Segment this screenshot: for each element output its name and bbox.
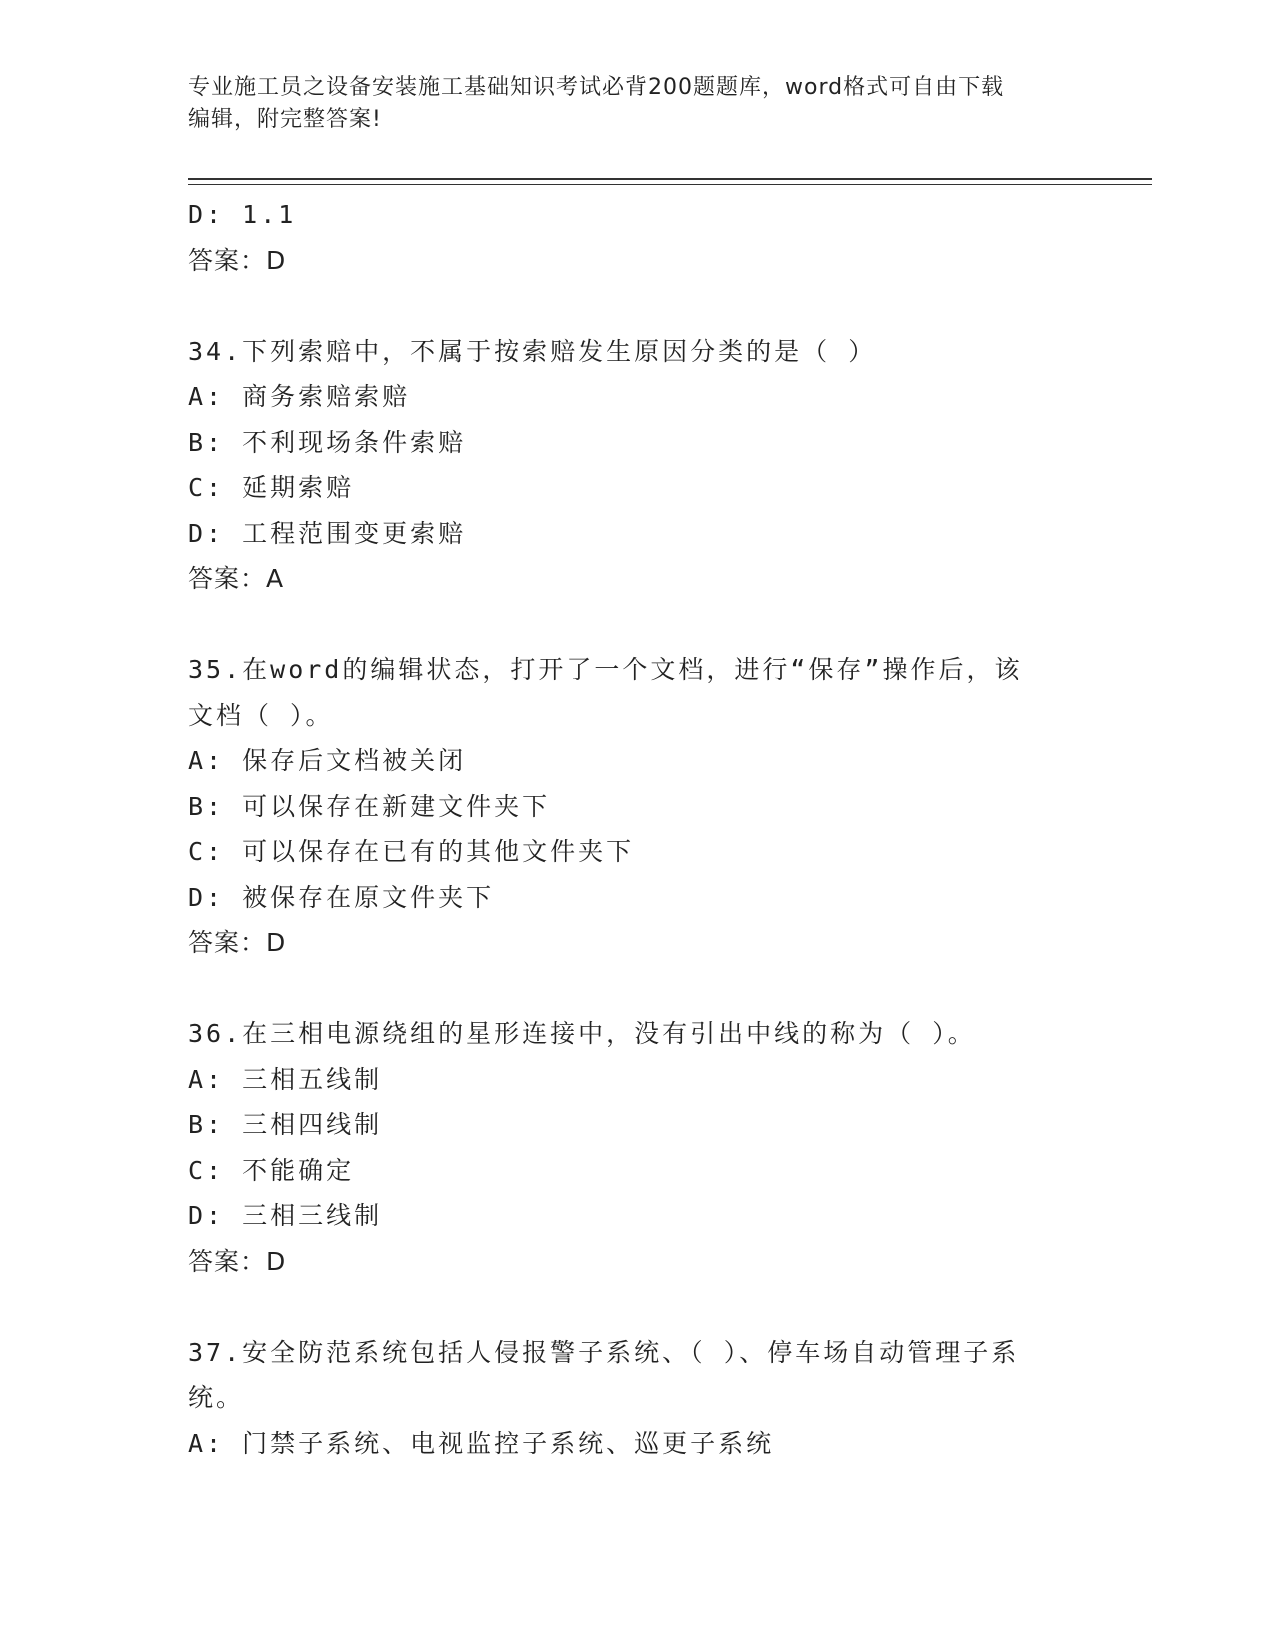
question-36-option-a: A: 三相五线制 bbox=[188, 1064, 383, 1094]
document-header bbox=[188, 72, 1068, 136]
question-36-option-b: B: 三相四线制 bbox=[188, 1110, 383, 1139]
question-35-option-a: A: 保存后文档被关闭 bbox=[188, 746, 467, 775]
question-37-option-a: A: 门禁子系统、电视监控子系统、巡更子系统 bbox=[188, 1428, 775, 1458]
question-37-line-2: 统。 bbox=[188, 1383, 245, 1412]
answer: 答案：D bbox=[188, 245, 287, 275]
question-36: 36.在三相电源绕组的星形连接中，没有引出中线的称为（ ）。 bbox=[188, 1019, 976, 1048]
question-35-line-1: 35.在word的编辑状态，打开了一个文档，进行“保存”操作后，该 bbox=[188, 655, 1023, 684]
question-34-option-c: C: 延期索赔 bbox=[188, 473, 355, 502]
option-d: D: 1.1 bbox=[188, 200, 297, 229]
question-34-answer: 答案：A bbox=[188, 564, 285, 593]
question-34-option-a: A: 商务索赔索赔 bbox=[188, 382, 411, 411]
question-36-option-c: C: 不能确定 bbox=[188, 1155, 355, 1185]
header-divider-thin bbox=[188, 184, 1152, 185]
header-title-line-1: 专业施工员之设备安装施工基础知识考试必背200题题库，word格式可自由下载 bbox=[188, 75, 1005, 100]
header-title-line-2: 编辑，附完整答案! bbox=[188, 107, 382, 132]
header-divider-thick bbox=[188, 178, 1152, 180]
question-36-answer: 答案：D bbox=[188, 1246, 287, 1276]
question-35-answer: 答案：D bbox=[188, 928, 287, 957]
question-36-option-d: D: 三相三线制 bbox=[188, 1201, 383, 1230]
spacer bbox=[188, 1284, 1088, 1330]
question-34-option-d: D: 工程范围变更索赔 bbox=[188, 518, 467, 548]
document-body bbox=[188, 192, 1088, 1466]
spacer bbox=[188, 283, 1088, 329]
spacer bbox=[188, 966, 1088, 1012]
question-34: 34.下列索赔中，不属于按索赔发生原因分类的是（ ） bbox=[188, 336, 877, 366]
question-35-option-b: B: 可以保存在新建文件夹下 bbox=[188, 791, 551, 821]
spacer bbox=[188, 602, 1088, 648]
question-34-option-b: B: 不利现场条件索赔 bbox=[188, 427, 467, 457]
question-35-line-2: 文档（ ）。 bbox=[188, 700, 334, 730]
question-35-option-c: C: 可以保存在已有的其他文件夹下 bbox=[188, 837, 635, 866]
question-37-line-1: 37.安全防范系统包括人侵报警子系统、（ ）、停车场自动管理子系 bbox=[188, 1337, 1020, 1367]
question-35-option-d: D: 被保存在原文件夹下 bbox=[188, 882, 495, 912]
